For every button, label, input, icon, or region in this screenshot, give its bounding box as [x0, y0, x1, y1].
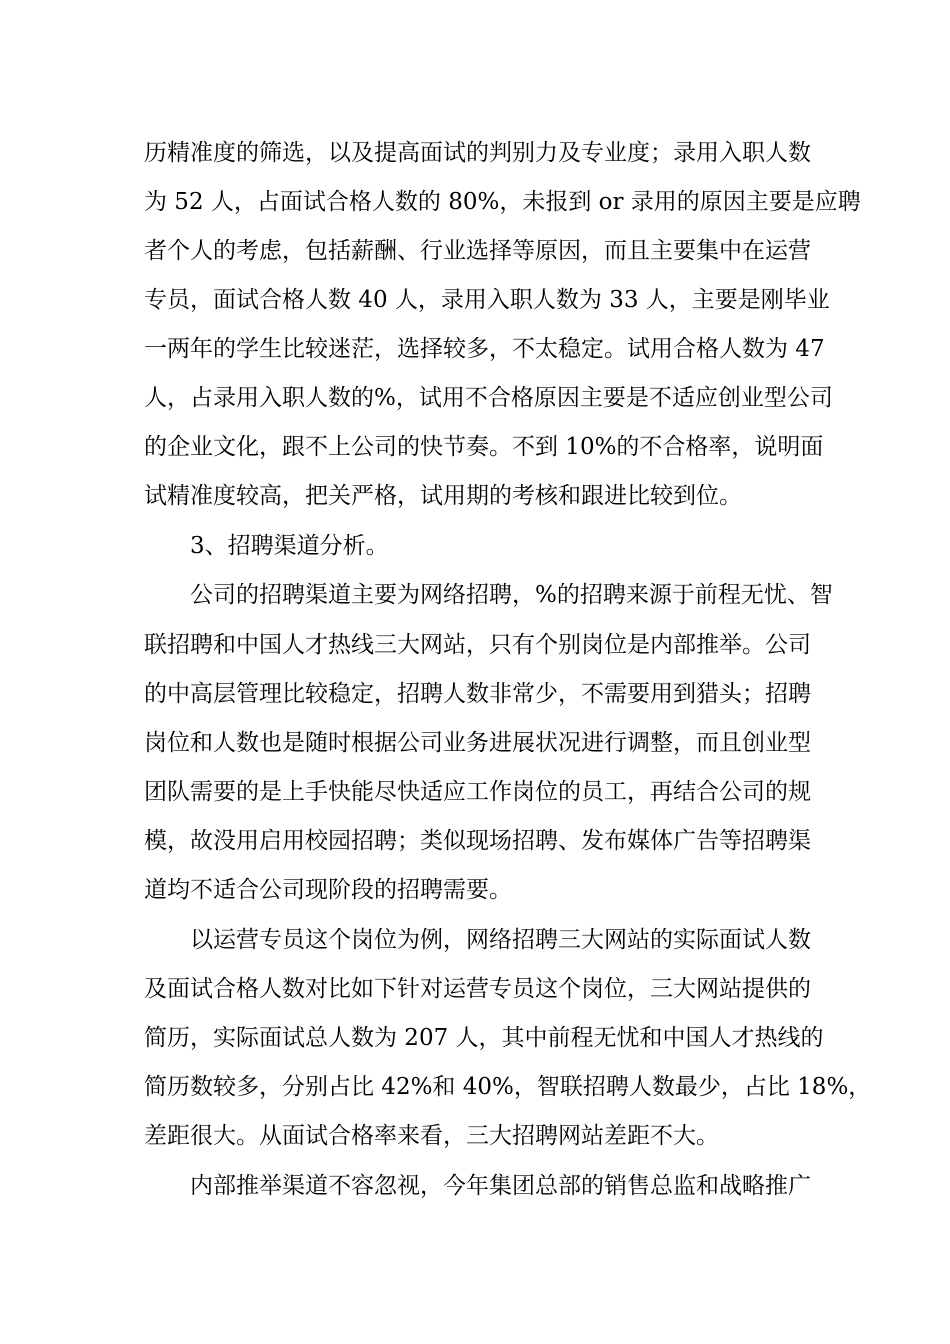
text-line: 内部推举渠道不容忽视，今年集团总部的销售总监和战略推广 — [190, 1173, 811, 1199]
text-line: 一两年的学生比较迷茫，选择较多，不太稳定。试用合格人数为 47 — [144, 336, 825, 362]
text-line: 差距很大。从面试合格率来看，三大招聘网站差距不大。 — [144, 1123, 719, 1149]
text-line: 者个人的考虑，包括薪酬、行业选择等原因，而且主要集中在运营 — [144, 238, 811, 264]
text-line: 专员，面试合格人数 40 人，录用入职人数为 33 人，主要是刚毕业 — [144, 287, 830, 313]
text-line: 道均不适合公司现阶段的招聘需要。 — [144, 877, 512, 903]
text-line: 历精准度的筛选，以及提高面试的判别力及专业度；录用入职人数 — [144, 140, 811, 166]
text-line: 联招聘和中国人才热线三大网站，只有个别岗位是内部推举。公司 — [144, 632, 811, 658]
text-line: 人，占录用入职人数的%，试用不合格原因主要是不适应创业型公司 — [144, 385, 833, 411]
text-line: 试精准度较高，把关严格，试用期的考核和跟进比较到位。 — [144, 483, 742, 509]
section-heading: 3、招聘渠道分析。 — [190, 533, 389, 559]
text-line: 的企业文化，跟不上公司的快节奏。不到 10%的不合格率，说明面 — [144, 434, 824, 460]
text-line: 公司的招聘渠道主要为网络招聘，%的招聘来源于前程无忧、智 — [190, 582, 833, 608]
text-line: 团队需要的是上手快能尽快适应工作岗位的员工，再结合公司的规 — [144, 779, 811, 805]
text-line: 模，故没用启用校园招聘；类似现场招聘、发布媒体广告等招聘渠 — [144, 828, 811, 854]
text-line: 及面试合格人数对比如下针对运营专员这个岗位，三大网站提供的 — [144, 976, 811, 1002]
text-line: 简历，实际面试总人数为 207 人，其中前程无忧和中国人才热线的 — [144, 1025, 824, 1051]
text-line: 简历数较多，分别占比 42%和 40%，智联招聘人数最少，占比 18%， — [144, 1074, 872, 1100]
text-line: 以运营专员这个岗位为例，网络招聘三大网站的实际面试人数 — [190, 927, 811, 953]
text-line: 为 52 人，占面试合格人数的 80%，未报到 or 录用的原因主要是应聘 — [144, 189, 861, 215]
text-line: 岗位和人数也是随时根据公司业务进展状况进行调整，而且创业型 — [144, 730, 811, 756]
text-line: 的中高层管理比较稳定，招聘人数非常少，不需要用到猎头；招聘 — [144, 681, 811, 707]
